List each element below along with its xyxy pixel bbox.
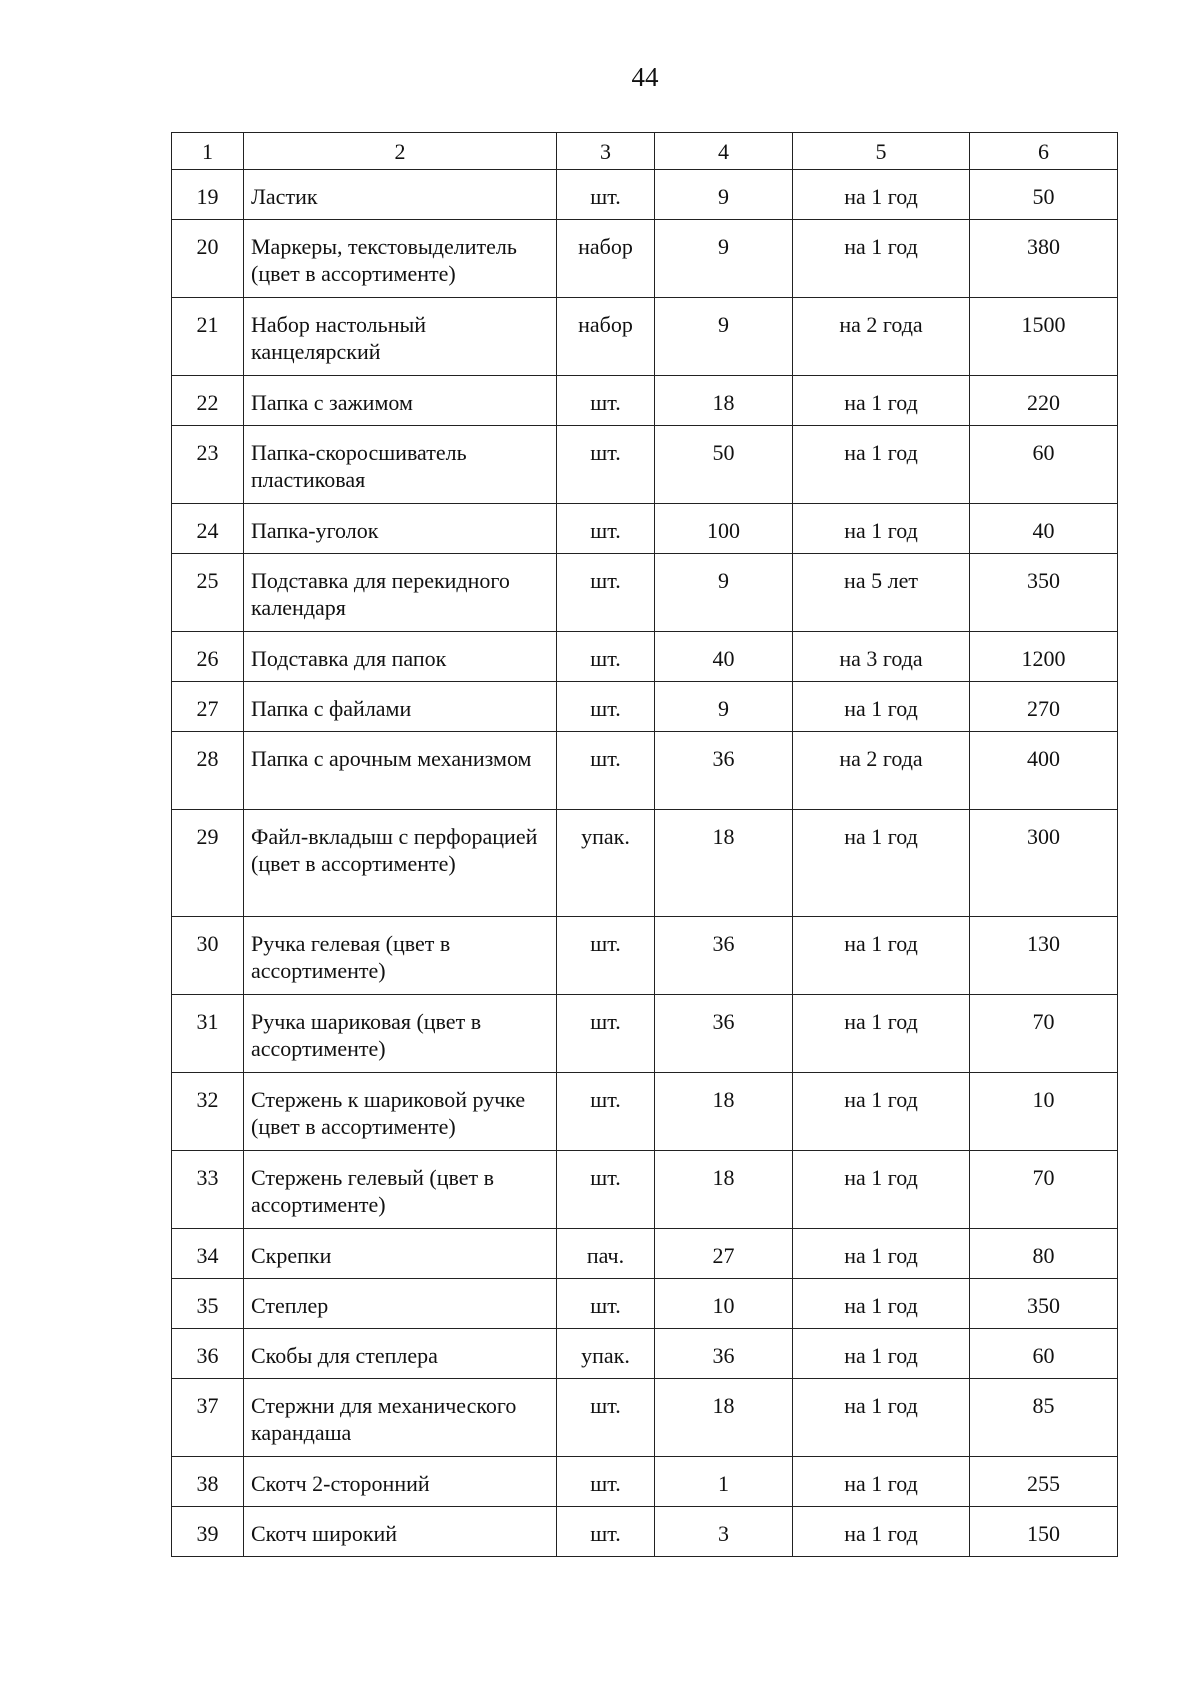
unit: упак. — [557, 1329, 655, 1379]
col-header-4: 4 — [655, 133, 793, 170]
row-number: 27 — [172, 682, 244, 732]
item-name: Подставка для папок — [244, 632, 557, 682]
table-row — [172, 995, 1118, 1073]
quantity: 9 — [655, 220, 793, 298]
item-name: Скрепки — [244, 1229, 557, 1279]
usage-period: на 1 год — [793, 376, 970, 426]
price: 70 — [970, 1151, 1118, 1229]
unit: шт. — [557, 682, 655, 732]
unit: шт. — [557, 554, 655, 632]
price: 400 — [970, 732, 1118, 810]
row-number: 29 — [172, 810, 244, 917]
supplies-table — [171, 132, 1118, 1557]
row-number: 35 — [172, 1279, 244, 1329]
usage-period: на 1 год — [793, 1151, 970, 1229]
table-row — [172, 1229, 1118, 1279]
header-row — [172, 133, 1118, 170]
quantity: 9 — [655, 682, 793, 732]
table-row — [172, 917, 1118, 995]
usage-period: на 1 год — [793, 995, 970, 1073]
row-number: 19 — [172, 170, 244, 220]
table-row — [172, 1279, 1118, 1329]
item-name: Стержень гелевый (цвет в ассортименте) — [244, 1151, 557, 1229]
usage-period: на 3 года — [793, 632, 970, 682]
row-number: 22 — [172, 376, 244, 426]
item-name: Скотч широкий — [244, 1507, 557, 1557]
price: 60 — [970, 1329, 1118, 1379]
usage-period: на 1 год — [793, 1507, 970, 1557]
row-number: 32 — [172, 1073, 244, 1151]
item-name: Папка с файлами — [244, 682, 557, 732]
unit: шт. — [557, 1457, 655, 1507]
quantity: 100 — [655, 504, 793, 554]
quantity: 36 — [655, 917, 793, 995]
price: 350 — [970, 554, 1118, 632]
item-name: Папка-скоросшиватель пластиковая — [244, 426, 557, 504]
quantity: 1 — [655, 1457, 793, 1507]
price: 1200 — [970, 632, 1118, 682]
usage-period: на 1 год — [793, 917, 970, 995]
row-number: 25 — [172, 554, 244, 632]
quantity: 18 — [655, 376, 793, 426]
price: 220 — [970, 376, 1118, 426]
row-number: 28 — [172, 732, 244, 810]
usage-period: на 1 год — [793, 1229, 970, 1279]
table-row — [172, 1379, 1118, 1457]
unit: шт. — [557, 732, 655, 810]
unit: шт. — [557, 1279, 655, 1329]
quantity: 18 — [655, 1151, 793, 1229]
row-number: 23 — [172, 426, 244, 504]
unit: шт. — [557, 1073, 655, 1151]
price: 80 — [970, 1229, 1118, 1279]
table-row — [172, 682, 1118, 732]
unit: шт. — [557, 1507, 655, 1557]
price: 350 — [970, 1279, 1118, 1329]
col-header-2: 2 — [244, 133, 557, 170]
col-header-5: 5 — [793, 133, 970, 170]
row-number: 37 — [172, 1379, 244, 1457]
col-header-1: 1 — [172, 133, 244, 170]
item-name: Маркеры, текстовыделитель (цвет в ассортименте) — [244, 220, 557, 298]
table-row — [172, 1329, 1118, 1379]
row-number: 24 — [172, 504, 244, 554]
item-name: Стержень к шариковой ручке (цвет в ассортименте) — [244, 1073, 557, 1151]
usage-period: на 1 год — [793, 426, 970, 504]
unit: шт. — [557, 504, 655, 554]
unit: шт. — [557, 632, 655, 682]
row-number: 30 — [172, 917, 244, 995]
quantity: 10 — [655, 1279, 793, 1329]
quantity: 36 — [655, 732, 793, 810]
row-number: 26 — [172, 632, 244, 682]
usage-period: на 1 год — [793, 1073, 970, 1151]
table-row — [172, 1073, 1118, 1151]
price: 270 — [970, 682, 1118, 732]
table-row — [172, 426, 1118, 504]
table-row — [172, 632, 1118, 682]
row-number: 36 — [172, 1329, 244, 1379]
usage-period: на 1 год — [793, 504, 970, 554]
usage-period: на 5 лет — [793, 554, 970, 632]
table-row — [172, 1457, 1118, 1507]
item-name: Скотч 2-сторонний — [244, 1457, 557, 1507]
item-name: Ручка шариковая (цвет в ассортименте) — [244, 995, 557, 1073]
price: 255 — [970, 1457, 1118, 1507]
table-row — [172, 298, 1118, 376]
row-number: 34 — [172, 1229, 244, 1279]
item-name: Папка-уголок — [244, 504, 557, 554]
item-name: Подставка для перекидного календаря — [244, 554, 557, 632]
unit: шт. — [557, 1379, 655, 1457]
quantity: 9 — [655, 170, 793, 220]
row-number: 38 — [172, 1457, 244, 1507]
unit: набор — [557, 298, 655, 376]
table-row — [172, 1507, 1118, 1557]
usage-period: на 1 год — [793, 1457, 970, 1507]
item-name: Файл-вкладыш с перфорацией (цвет в ассортименте) — [244, 810, 557, 917]
usage-period: на 1 год — [793, 1279, 970, 1329]
item-name: Папка с зажимом — [244, 376, 557, 426]
quantity: 3 — [655, 1507, 793, 1557]
item-name: Ручка гелевая (цвет в ассортименте) — [244, 917, 557, 995]
unit: шт. — [557, 1151, 655, 1229]
quantity: 40 — [655, 632, 793, 682]
quantity: 9 — [655, 554, 793, 632]
table-row — [172, 1151, 1118, 1229]
table-row — [172, 220, 1118, 298]
quantity: 36 — [655, 995, 793, 1073]
price: 1500 — [970, 298, 1118, 376]
usage-period: на 1 год — [793, 682, 970, 732]
item-name: Набор настольный канцелярский — [244, 298, 557, 376]
usage-period: на 1 год — [793, 220, 970, 298]
quantity: 9 — [655, 298, 793, 376]
unit: пач. — [557, 1229, 655, 1279]
page-number: 44 — [631, 62, 659, 92]
row-number: 20 — [172, 220, 244, 298]
col-header-3: 3 — [557, 133, 655, 170]
table-row — [172, 554, 1118, 632]
unit: шт. — [557, 917, 655, 995]
table-row — [172, 810, 1118, 917]
price: 85 — [970, 1379, 1118, 1457]
item-name: Стержни для механического карандаша — [244, 1379, 557, 1457]
price: 60 — [970, 426, 1118, 504]
usage-period: на 1 год — [793, 810, 970, 917]
usage-period: на 1 год — [793, 1329, 970, 1379]
item-name: Степлер — [244, 1279, 557, 1329]
table-row — [172, 504, 1118, 554]
table-row — [172, 376, 1118, 426]
quantity: 50 — [655, 426, 793, 504]
unit: набор — [557, 220, 655, 298]
price: 300 — [970, 810, 1118, 917]
usage-period: на 2 года — [793, 732, 970, 810]
table-row — [172, 170, 1118, 220]
table-row — [172, 732, 1118, 810]
price: 10 — [970, 1073, 1118, 1151]
unit: упак. — [557, 810, 655, 917]
price: 40 — [970, 504, 1118, 554]
row-number: 33 — [172, 1151, 244, 1229]
unit: шт. — [557, 376, 655, 426]
row-number: 31 — [172, 995, 244, 1073]
quantity: 27 — [655, 1229, 793, 1279]
item-name: Скобы для степлера — [244, 1329, 557, 1379]
unit: шт. — [557, 170, 655, 220]
price: 150 — [970, 1507, 1118, 1557]
quantity: 18 — [655, 1073, 793, 1151]
price: 130 — [970, 917, 1118, 995]
item-name: Папка с арочным механизмом — [244, 732, 557, 810]
col-header-6: 6 — [970, 133, 1118, 170]
price: 380 — [970, 220, 1118, 298]
usage-period: на 2 года — [793, 298, 970, 376]
row-number: 21 — [172, 298, 244, 376]
price: 50 — [970, 170, 1118, 220]
quantity: 18 — [655, 1379, 793, 1457]
row-number: 39 — [172, 1507, 244, 1557]
usage-period: на 1 год — [793, 170, 970, 220]
unit: шт. — [557, 426, 655, 504]
quantity: 36 — [655, 1329, 793, 1379]
unit: шт. — [557, 995, 655, 1073]
price: 70 — [970, 995, 1118, 1073]
item-name: Ластик — [244, 170, 557, 220]
quantity: 18 — [655, 810, 793, 917]
usage-period: на 1 год — [793, 1379, 970, 1457]
